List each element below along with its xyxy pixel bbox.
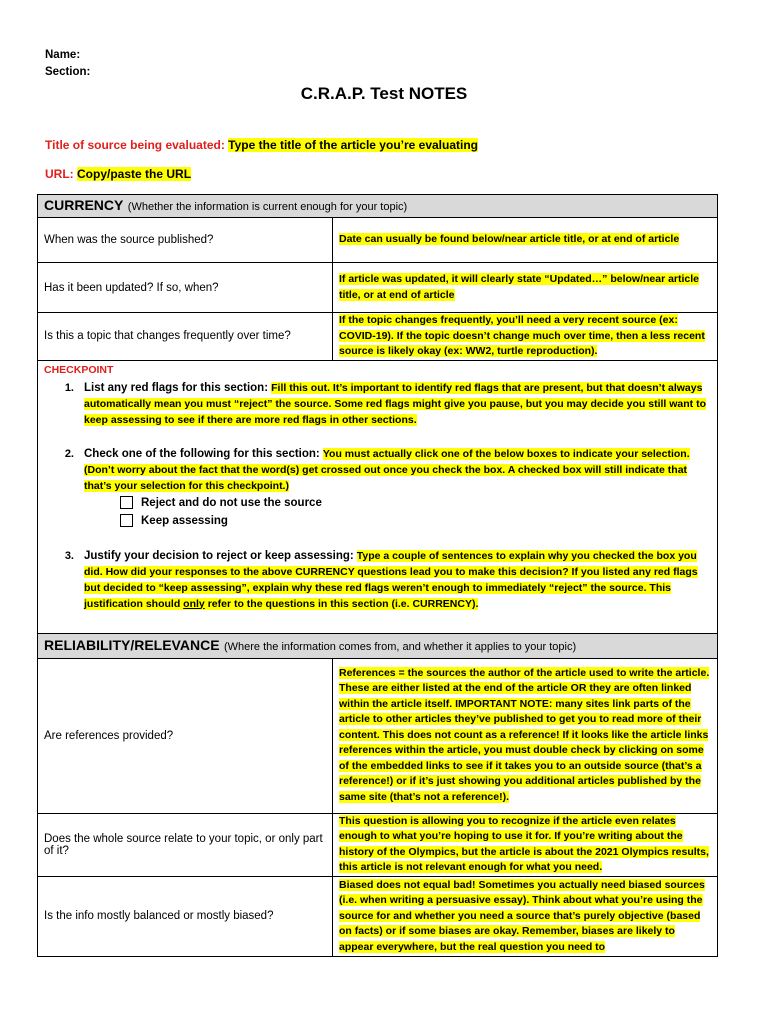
checkpoint-item-3 [44, 548, 711, 612]
question-cell: When was the source published? [38, 218, 333, 263]
table-row [38, 313, 718, 361]
keep-option[interactable] [120, 512, 711, 530]
source-title-value[interactable]: Type the title of the article you’re evaluating [228, 138, 479, 152]
answer-cell[interactable] [333, 658, 718, 813]
checkpoint-item-1 [44, 380, 711, 428]
table-row [38, 218, 718, 263]
answer-cell[interactable] [333, 876, 718, 956]
item-number: 1. [64, 381, 74, 394]
item-number: 3. [64, 549, 74, 562]
table-row [38, 813, 718, 876]
table-row [38, 658, 718, 813]
question-cell: Does the whole source relate to your topic, or only part of it? [38, 813, 333, 876]
table-row [38, 876, 718, 956]
keep-option-label: Keep assessing [141, 514, 228, 527]
table-row [38, 263, 718, 313]
reject-checkbox[interactable] [120, 496, 133, 509]
url-label: URL: [45, 167, 74, 181]
answer-text: References = the sources the author of the article used to write the article. These are either listed at the end of the article OR they are often linked within the article itself. IMPORTANT NOTE: many sites link parts of the article to other articles they’ve published to get you to read more of their content. This does not count as a reference! If it looks like the article links references within the article, you must double check by clicking on some of the embedded links to see if it takes you to an outside source (that’s a reference!) or if it’s just showing you additional articles published by the same site (that’s not a reference!). [339, 666, 710, 803]
item-lead: List any red flags for this section: [84, 381, 269, 394]
reject-option[interactable] [120, 494, 711, 512]
currency-header [38, 195, 718, 218]
answer-cell[interactable] [333, 218, 718, 263]
checkpoint-cell [38, 360, 718, 633]
question-cell: Are references provided? [38, 658, 333, 813]
answer-text: Biased does not equal bad! Sometimes you actually need biased sources (i.e. when writing a persuasive essay). Think about what you’re using the source for and whether you need a source that’s purely objective (based on facts) or if some biases are okay. Remember, biases are likely to appear everywhere, but the real question you need to [339, 878, 705, 953]
section-label: Section: [45, 66, 91, 78]
only-emphasis: only [183, 597, 205, 610]
answer-cell[interactable] [333, 813, 718, 876]
keep-checkbox[interactable] [120, 514, 133, 527]
checkpoint-label: CHECKPOINT [44, 363, 114, 376]
page-title: C.R.A.P. Test NOTES [300, 84, 468, 103]
answer-text: Date can usually be found below/near article title, or at end of article [339, 233, 680, 246]
item-lead: Justify your decision to reject or keep assessing: [84, 549, 354, 562]
answer-text: If the topic changes frequently, you’ll need a very recent source (ex: COVID-19). If the topic doesn’t change much over time, then a less recent source is likely okay (ex: WW2, turtle reproduction). [339, 314, 705, 357]
checkpoint-row [38, 360, 718, 633]
item-lead: Check one of the following for this section: [84, 447, 320, 460]
justification-text-end: refer to the questions in this section (i.e. CURRENCY). [207, 597, 479, 610]
answer-text: This question is allowing you to recognize if the article even relates enough to what you’re hoping to use it for. If you’re writing about the history of the Olympics, but the article is about the 2021 Olympics results, this article is not relevant enough for what you need. [339, 814, 709, 873]
crap-notes-table [37, 194, 718, 957]
reject-option-label: Reject and do not use the source [141, 496, 322, 509]
source-title-line [45, 138, 478, 152]
name-label: Name: [45, 49, 81, 61]
reliability-heading: RELIABILITY/RELEVANCE [44, 636, 220, 653]
currency-subheading: (Whether the information is current enough for your topic) [127, 201, 408, 213]
url-value[interactable]: Copy/paste the URL [77, 167, 192, 181]
red-flags-field[interactable]: Fill this out. It’s important to identify red flags that are present, but that doesn’t always automatically mean you must “reject” the source. Some red flags might give you pause, but you may decide you still want to keep assessing to see if there are more red flags in other sections. [84, 381, 706, 426]
question-cell: Is this a topic that changes frequently over time? [38, 313, 333, 361]
answer-cell[interactable] [333, 313, 718, 361]
reliability-header-row [38, 633, 718, 658]
answer-text: If article was updated, it will clearly state “Updated…” below/near article title, or at end of article [339, 273, 700, 301]
url-line [45, 167, 191, 181]
item-number: 2. [64, 447, 74, 460]
answer-cell[interactable] [333, 263, 718, 313]
item-instruction: You must actually click one of the below boxes to indicate your selection. (Don’t worry about the fact that the word(s) get crossed out once you check the box. A checked box will still indicate that that’s your selection for this checkpoint.) [84, 447, 690, 492]
question-cell: Is the info mostly balanced or mostly biased? [38, 876, 333, 956]
justification-text: Type a couple of sentences to explain why you checked the box you did. How did your responses to the above CURRENCY questions lead you to make this decision? If you listed any red flags but decided to “keep assessing”, explain why these red flags weren’t enough to immediately “reject” the source. This justification should [84, 549, 698, 610]
source-title-label: Title of source being evaluated: [45, 138, 225, 152]
checkpoint-item-2 [44, 446, 711, 494]
reliability-subheading: (Where the information comes from, and whether it applies to your topic) [223, 640, 577, 653]
currency-header-row [38, 195, 718, 218]
reliability-header [38, 633, 718, 658]
currency-heading: CURRENCY [44, 197, 124, 213]
question-cell: Has it been updated? If so, when? [38, 263, 333, 313]
